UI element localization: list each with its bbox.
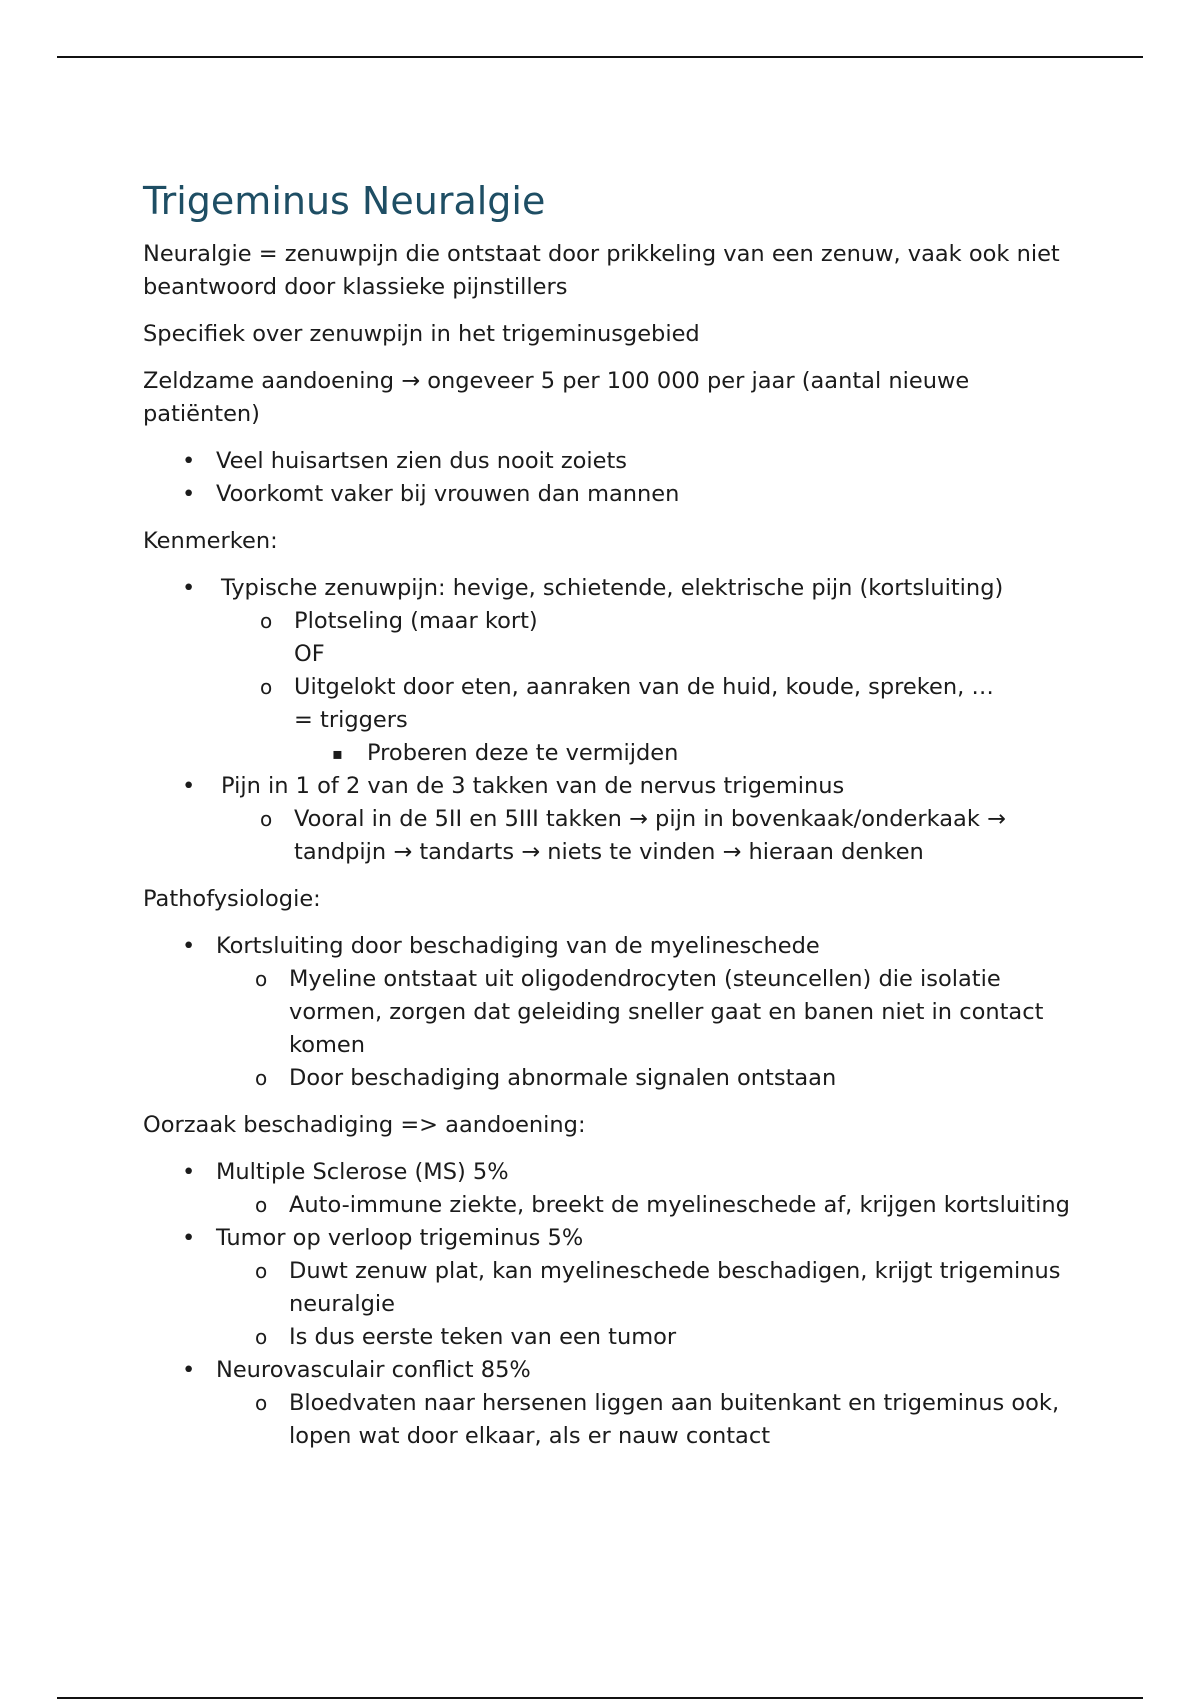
oorzaak-list xyxy=(143,1156,1073,1453)
epidemiology-list xyxy=(143,445,1073,511)
bullet-icon: • xyxy=(182,1159,196,1185)
circle-bullet-icon: o xyxy=(260,807,273,831)
sublist-item: o Plotseling (maar kort) OF xyxy=(221,605,1073,671)
list-item: • Tumor op verloop trigeminus 5% o Duwt zenuw plat, kan myelineschede beschadigen, krijgt trigeminus neuralgie o Is dus eerste teken van een tumor xyxy=(143,1222,1073,1354)
list-item: • Kortsluiting door beschadiging van de myelineschede o Myeline ontstaat uit oligodendrocyten (steuncellen) die isolatie vormen, zorgen dat geleiding sneller gaat en banen niet in contact komen o Door beschadiging abnormale signalen ontstaan xyxy=(143,930,1073,1095)
sublist-item: o Uitgelokt door eten, aanraken van de huid, koude, spreken, … = triggers ▪ Proberen deze te vermijden xyxy=(221,671,1073,770)
pathofysiologie-list xyxy=(143,930,1073,1095)
pathofysiologie-heading: Pathofysiologie: xyxy=(143,886,321,912)
bullet-icon: • xyxy=(182,448,196,474)
kenmerken-list xyxy=(143,572,1073,869)
definition-paragraph: Neuralgie = zenuwpijn die ontstaat door prikkeling van een zenuw, vaak ook niet beantwoord door klassieke pijnstillers xyxy=(143,241,1060,300)
circle-bullet-icon: o xyxy=(255,1259,268,1283)
bullet-icon: • xyxy=(182,1357,196,1383)
list-item: • Veel huisartsen zien dus nooit zoiets xyxy=(143,445,1073,478)
circle-bullet-icon: o xyxy=(255,1391,268,1415)
sublist-item: o Duwt zenuw plat, kan myelineschede beschadigen, krijgt trigeminus neuralgie xyxy=(216,1255,1073,1321)
scope-paragraph: Specifiek over zenuwpijn in het trigeminusgebied xyxy=(143,321,700,347)
page-title: Trigeminus Neuralgie xyxy=(143,179,546,223)
circle-bullet-icon: o xyxy=(255,1325,268,1349)
sublist-item: o Myeline ontstaat uit oligodendrocyten (steuncellen) die isolatie vormen, zorgen dat geleiding sneller gaat en banen niet in contact komen xyxy=(216,963,1073,1062)
sublist xyxy=(216,1189,1073,1222)
subsublist-item: ▪ Proberen deze te vermijden xyxy=(294,737,1073,770)
sublist xyxy=(221,803,1073,869)
document-body xyxy=(143,178,1073,1467)
circle-bullet-icon: o xyxy=(260,609,273,633)
bullet-icon: • xyxy=(182,575,196,601)
bullet-icon: • xyxy=(182,1225,196,1251)
oorzaak-heading: Oorzaak beschadiging => aandoening: xyxy=(143,1112,586,1138)
header-rule xyxy=(57,56,1143,58)
sublist xyxy=(216,963,1073,1095)
bullet-icon: • xyxy=(182,481,196,507)
incidence-paragraph: Zeldzame aandoening → ongeveer 5 per 100 000 per jaar (aantal nieuwe patiënten) xyxy=(143,368,970,427)
sublist xyxy=(216,1387,1073,1453)
sublist-item: o Vooral in de 5II en 5III takken → pijn in bovenkaak/onderkaak → tandpijn → tandarts → niets te vinden → hieraan denken xyxy=(221,803,1073,869)
sublist-item: o Auto-immune ziekte, breekt de myelineschede af, krijgen kortsluiting xyxy=(216,1189,1073,1222)
sublist xyxy=(221,605,1073,770)
footer-rule xyxy=(57,1697,1143,1699)
list-item: • Voorkomt vaker bij vrouwen dan mannen xyxy=(143,478,1073,511)
list-item: • Multiple Sclerose (MS) 5% o Auto-immune ziekte, breekt de myelineschede af, krijgen kortsluiting xyxy=(143,1156,1073,1222)
sublist-item: o Bloedvaten naar hersenen liggen aan buitenkant en trigeminus ook, lopen wat door elkaar, als er nauw contact xyxy=(216,1387,1073,1453)
kenmerken-heading: Kenmerken: xyxy=(143,528,278,554)
sublist-item: o Is dus eerste teken van een tumor xyxy=(216,1321,1073,1354)
circle-bullet-icon: o xyxy=(255,1066,268,1090)
list-item: • Typische zenuwpijn: hevige, schietende, elektrische pijn (kortsluiting) o Plotseling (maar kort) OF o Uitgelokt door eten, aanraken van de huid, koude, spreken, … = triggers ▪ Proberen deze te vermijden xyxy=(143,572,1073,770)
circle-bullet-icon: o xyxy=(255,967,268,991)
sublist-item: o Door beschadiging abnormale signalen ontstaan xyxy=(216,1062,1073,1095)
bullet-icon: • xyxy=(182,933,196,959)
circle-bullet-icon: o xyxy=(260,675,273,699)
square-bullet-icon: ▪ xyxy=(332,744,343,763)
list-item: • Neurovasculair conflict 85% o Bloedvaten naar hersenen liggen aan buitenkant en trigeminus ook, lopen wat door elkaar, als er nauw contact xyxy=(143,1354,1073,1453)
subsublist xyxy=(294,737,1073,770)
bullet-icon: • xyxy=(182,773,196,799)
list-item: • Pijn in 1 of 2 van de 3 takken van de nervus trigeminus o Vooral in de 5II en 5III takken → pijn in bovenkaak/onderkaak → tandpijn → tandarts → niets te vinden → hieraan denken xyxy=(143,770,1073,869)
sublist xyxy=(216,1255,1073,1354)
circle-bullet-icon: o xyxy=(255,1193,268,1217)
